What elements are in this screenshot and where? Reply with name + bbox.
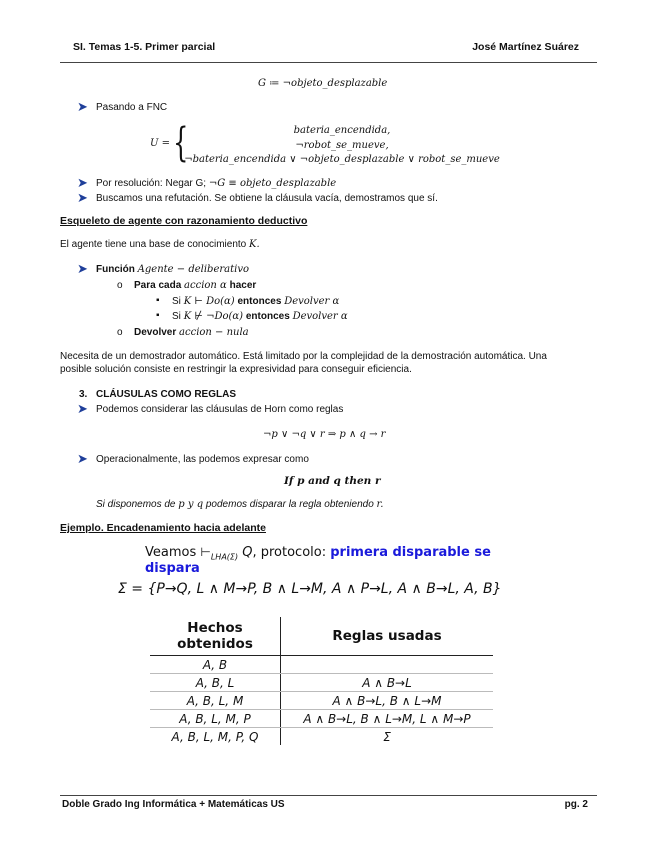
rule-formula: If p and q then r bbox=[284, 475, 381, 487]
footer-rule bbox=[60, 795, 597, 796]
for-do: hacer bbox=[229, 280, 257, 291]
example-highlight-1: primera disparable se bbox=[330, 545, 491, 560]
table-row bbox=[150, 674, 493, 692]
if1-math: K ⊢ Do(α) bbox=[183, 296, 235, 307]
table-cell-rules bbox=[281, 656, 494, 674]
table-cell-facts: A, B, L, M bbox=[150, 692, 281, 710]
horn-formula: ¬p ∨ ¬q ∨ r ⇒ p ∧ q → r bbox=[263, 429, 386, 440]
example-title: Ejemplo. Encadenamiento hacia adelante bbox=[60, 522, 266, 534]
table-row bbox=[150, 692, 493, 710]
example-protocol: , protocolo: bbox=[252, 545, 327, 560]
paragraph-line-2: posible solución consiste en restringir la expresividad para conseguir eficiencia. bbox=[60, 364, 412, 375]
bullet-square-icon: ▪ bbox=[156, 310, 160, 321]
table-cell-rules: Σ bbox=[383, 729, 391, 744]
bullet-arrow-icon: ➤ bbox=[77, 401, 88, 416]
if1-line bbox=[172, 295, 339, 308]
function-label: Función bbox=[96, 264, 135, 275]
return-line bbox=[134, 326, 249, 339]
if1-prefix: Si bbox=[172, 296, 181, 307]
horn-text: Podemos considerar las cláusulas de Horn como reglas bbox=[96, 404, 344, 415]
if2-prefix: Si bbox=[172, 311, 181, 322]
header-right: José Martínez Suárez bbox=[472, 41, 579, 53]
resolution-line bbox=[96, 177, 336, 190]
bullet-circle-icon: o bbox=[117, 327, 123, 338]
if1-result: Devolver α bbox=[284, 296, 340, 307]
footer-right: pg. 2 bbox=[564, 799, 588, 810]
resolution-math: ¬G ≡ objeto_desplazable bbox=[208, 178, 337, 189]
note-line bbox=[96, 498, 383, 511]
table-cell-facts: A, B, L, M, P, Q bbox=[150, 728, 281, 746]
turnstile-icon: ⊢ bbox=[200, 545, 211, 559]
table-row bbox=[150, 728, 493, 746]
table-cell-rules: A ∧ B→L, B ∧ L→M, L ∧ M→P bbox=[281, 710, 494, 728]
sigma-set: Σ = {P→Q, L ∧ M→P, B ∧ L→M, A ∧ P→L, A ∧ B→L, A, B} bbox=[118, 581, 502, 597]
if2-then: entonces bbox=[245, 311, 290, 322]
bullet-arrow-icon: ➤ bbox=[77, 99, 88, 114]
u-line-2: ¬robot_se_mueve, bbox=[295, 139, 389, 151]
example-sub: LHA(Σ) bbox=[210, 552, 239, 562]
oper-text: Operacionalmente, las podemos expresar como bbox=[96, 454, 309, 465]
table-cell-rules: A ∧ B→L, B ∧ L→M bbox=[281, 692, 494, 710]
bullet-circle-icon: o bbox=[117, 280, 123, 291]
table-header-rules: Reglas usadas bbox=[281, 617, 494, 656]
return-label: Devolver bbox=[134, 327, 177, 338]
for-label: Para cada bbox=[134, 280, 182, 291]
note-pq: p y q bbox=[178, 499, 204, 510]
bullet-arrow-icon: ➤ bbox=[77, 175, 88, 190]
u-line-3: ¬bateria_encendida ∨ ¬objeto_desplazable ∨ robot_se_mueve bbox=[184, 154, 500, 165]
function-line bbox=[96, 263, 249, 276]
function-math: Agente − deliberativo bbox=[137, 264, 249, 275]
g-formula: G ≔ ¬objeto_desplazable bbox=[258, 78, 388, 89]
return-math: accion − nula bbox=[179, 327, 249, 338]
bullet-arrow-icon: ➤ bbox=[77, 261, 88, 276]
note-a: Si disponemos de bbox=[96, 499, 176, 510]
if2-math: K ⊬ ¬Do(α) bbox=[183, 311, 244, 322]
resolution-text: Por resolución: Negar G; bbox=[96, 178, 207, 189]
table-cell-facts: A, B bbox=[150, 656, 281, 674]
u-line-1: bateria_encendida, bbox=[293, 125, 391, 136]
fnc-label: Pasando a FNC bbox=[96, 102, 168, 113]
note-r: r. bbox=[376, 499, 384, 510]
header-left: SI. Temas 1-5. Primer parcial bbox=[73, 41, 216, 53]
header-rule bbox=[60, 62, 597, 63]
paragraph-line-1: Necesita de un demostrador automático. Está limitado por la complejidad de la demostración automática. Una bbox=[60, 351, 547, 362]
bullet-arrow-icon: ➤ bbox=[77, 190, 88, 205]
for-line bbox=[134, 279, 256, 292]
example-q: Q bbox=[242, 545, 253, 560]
example-highlight-2: dispara bbox=[145, 561, 200, 576]
if2-result: Devolver α bbox=[292, 311, 348, 322]
table-cell-facts: A, B, L bbox=[150, 674, 281, 692]
bullet-square-icon: ▪ bbox=[156, 295, 160, 306]
section-title-agent: Esqueleto de agente con razonamiento deductivo bbox=[60, 215, 308, 227]
example-veamos: Veamos bbox=[145, 545, 197, 560]
kb-symbol: K. bbox=[249, 239, 260, 250]
if2-line bbox=[172, 310, 348, 323]
table-cell-rules: A ∧ B→L bbox=[281, 674, 494, 692]
kb-line bbox=[60, 238, 260, 251]
footer-left: Doble Grado Ing Informática + Matemáticas US bbox=[62, 799, 285, 810]
table-cell-facts: A, B, L, M, P bbox=[150, 710, 281, 728]
u-set-lines bbox=[177, 124, 507, 168]
u-prefix: U = bbox=[150, 138, 170, 149]
table-header-facts: Hechos obtenidos bbox=[150, 617, 281, 656]
refutation-text: Buscamos una refutación. Se obtiene la cláusula vacía, demostramos que sí. bbox=[96, 193, 438, 204]
paragraph-limitations bbox=[60, 350, 600, 376]
if1-then: entonces bbox=[237, 296, 282, 307]
section-number: 3. bbox=[79, 389, 88, 400]
facts-rules-table bbox=[150, 617, 493, 745]
for-math: accion α bbox=[184, 280, 227, 291]
kb-text: El agente tiene una base de conocimiento bbox=[60, 239, 247, 250]
note-b: podemos disparar la regla obteniendo bbox=[205, 499, 374, 510]
bullet-arrow-icon: ➤ bbox=[77, 451, 88, 466]
table-row bbox=[150, 656, 493, 674]
left-brace-icon: { bbox=[173, 120, 189, 166]
table-row bbox=[150, 710, 493, 728]
section-title-clauses: CLÁUSULAS COMO REGLAS bbox=[96, 389, 236, 400]
